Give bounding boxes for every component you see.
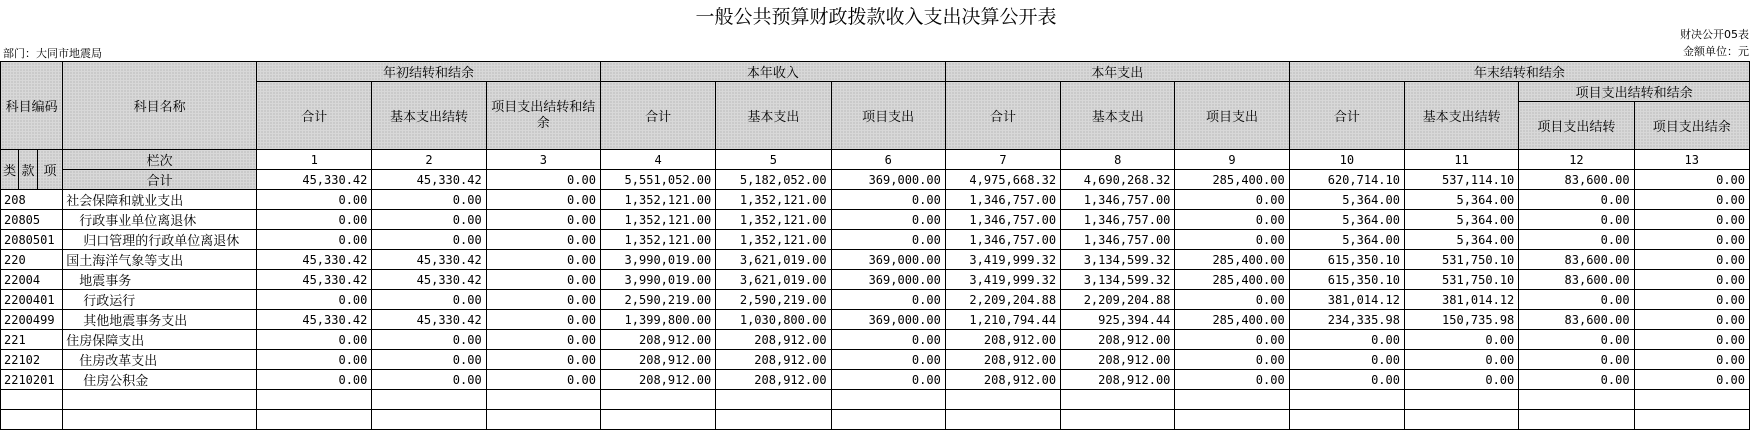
row-value: 1,346,757.00	[1061, 210, 1175, 230]
row-value: 369,000.00	[831, 250, 945, 270]
row-value: 0.00	[1289, 370, 1404, 390]
total-cell: 369,000.00	[831, 170, 945, 190]
total-cell: 45,330.42	[257, 170, 372, 190]
table-row	[1, 270, 1750, 290]
row-value: 1,352,121.00	[716, 190, 831, 210]
row-value: 381,014.12	[1404, 290, 1518, 310]
report-title: 一般公共预算财政拨款收入支出决算公开表	[695, 6, 1057, 28]
blank-cell	[831, 410, 945, 430]
row-value: 0.00	[831, 210, 945, 230]
col-number: 2	[372, 150, 486, 170]
row-value: 0.00	[831, 290, 945, 310]
row-value: 1,346,757.00	[1061, 230, 1175, 250]
total-cell: 285,400.00	[1175, 170, 1289, 190]
row-value: 5,364.00	[1289, 210, 1404, 230]
row-value: 208,912.00	[1061, 350, 1175, 370]
row-name: 住房保障支出	[63, 330, 257, 350]
blank-cell	[372, 410, 486, 430]
table-row	[1, 310, 1750, 330]
header-col-13: 项目支出结余	[1634, 102, 1749, 150]
row-code: 208	[1, 190, 63, 210]
row-value: 208,912.00	[600, 370, 715, 390]
row-value: 0.00	[831, 350, 945, 370]
row-value: 1,346,757.00	[1061, 190, 1175, 210]
row-value: 0.00	[1634, 350, 1749, 370]
header-item: 项	[37, 150, 63, 190]
row-value: 0.00	[1289, 350, 1404, 370]
blank-cell	[1175, 410, 1289, 430]
row-value: 45,330.42	[372, 270, 486, 290]
blank-cell	[600, 410, 715, 430]
row-value: 0.00	[1634, 230, 1749, 250]
row-value: 0.00	[486, 330, 600, 350]
row-value: 0.00	[257, 330, 372, 350]
row-value: 150,735.98	[1404, 310, 1518, 330]
row-value: 2,590,219.00	[600, 290, 715, 310]
row-value: 1,399,800.00	[600, 310, 715, 330]
row-code: 2080501	[1, 230, 63, 250]
row-value: 0.00	[372, 190, 486, 210]
row-value: 208,912.00	[716, 330, 831, 350]
row-value: 0.00	[1175, 350, 1289, 370]
header-col-12: 项目支出结转	[1519, 102, 1634, 150]
row-code: 2200499	[1, 310, 63, 330]
row-value: 0.00	[257, 350, 372, 370]
table-row	[1, 290, 1750, 310]
row-value: 2,209,204.88	[945, 290, 1060, 310]
blank-cell	[257, 390, 372, 410]
row-value: 2,209,204.88	[1061, 290, 1175, 310]
row-value: 1,352,121.00	[600, 230, 715, 250]
blank-cell	[1404, 390, 1518, 410]
col-number: 6	[831, 150, 945, 170]
form-number: 财决公开05表	[1680, 28, 1749, 41]
blank-row	[1, 390, 1750, 410]
row-value: 3,621,019.00	[716, 250, 831, 270]
row-value: 208,912.00	[716, 370, 831, 390]
row-value: 1,346,757.00	[945, 210, 1060, 230]
blank-row	[1, 410, 1750, 430]
blank-cell	[945, 390, 1060, 410]
blank-cell	[372, 390, 486, 410]
row-value: 615,350.10	[1289, 250, 1404, 270]
header-col-5: 基本支出	[716, 82, 831, 150]
row-value: 3,621,019.00	[716, 270, 831, 290]
row-value: 0.00	[1175, 190, 1289, 210]
table-row	[1, 230, 1750, 250]
row-value: 3,419,999.32	[945, 270, 1060, 290]
row-value: 285,400.00	[1175, 310, 1289, 330]
row-name: 住房公积金	[63, 370, 257, 390]
header-name: 科目名称	[63, 62, 257, 150]
row-value: 208,912.00	[1061, 370, 1175, 390]
row-value: 925,394.44	[1061, 310, 1175, 330]
row-value: 1,352,121.00	[716, 210, 831, 230]
department-label: 部门：大同市地震局	[3, 47, 102, 60]
blank-cell	[1289, 410, 1404, 430]
row-value: 615,350.10	[1289, 270, 1404, 290]
table-row	[1, 330, 1750, 350]
row-name: 国土海洋气象等支出	[63, 250, 257, 270]
row-value: 0.00	[486, 250, 600, 270]
total-cell: 620,714.10	[1289, 170, 1404, 190]
row-name: 行政事业单位离退休	[63, 210, 257, 230]
row-value: 0.00	[1404, 330, 1518, 350]
row-value: 5,364.00	[1289, 190, 1404, 210]
row-value: 234,335.98	[1289, 310, 1404, 330]
blank-cell	[831, 390, 945, 410]
row-value: 0.00	[1634, 250, 1749, 270]
row-value: 0.00	[1519, 230, 1634, 250]
row-name: 住房改革支出	[63, 350, 257, 370]
total-cell: 4,690,268.32	[1061, 170, 1175, 190]
row-value: 208,912.00	[945, 330, 1060, 350]
row-value: 0.00	[372, 230, 486, 250]
total-cell: 83,600.00	[1519, 170, 1634, 190]
row-value: 3,990,019.00	[600, 270, 715, 290]
row-value: 3,134,599.32	[1061, 250, 1175, 270]
row-value: 0.00	[1175, 290, 1289, 310]
row-value: 5,364.00	[1404, 230, 1518, 250]
header-section: 款	[19, 150, 37, 190]
header-code: 科目编码	[1, 62, 63, 150]
blank-cell	[1634, 410, 1749, 430]
header-group-closing: 年末结转和结余	[1289, 62, 1749, 82]
col-number: 7	[945, 150, 1060, 170]
row-value: 208,912.00	[945, 370, 1060, 390]
row-value: 531,750.10	[1404, 270, 1518, 290]
blank-cell	[1634, 390, 1749, 410]
row-value: 0.00	[1404, 370, 1518, 390]
row-code: 2210201	[1, 370, 63, 390]
row-value: 369,000.00	[831, 310, 945, 330]
header-col-9: 项目支出	[1175, 82, 1289, 150]
blank-cell	[63, 390, 257, 410]
blank-cell	[486, 410, 600, 430]
blank-cell	[1, 410, 63, 430]
row-value: 2,590,219.00	[716, 290, 831, 310]
budget-table	[0, 61, 1750, 430]
col-number: 1	[257, 150, 372, 170]
header-col-8: 基本支出	[1061, 82, 1175, 150]
row-code: 221	[1, 330, 63, 350]
row-value: 208,912.00	[600, 330, 715, 350]
row-value: 45,330.42	[257, 250, 372, 270]
row-value: 0.00	[1634, 210, 1749, 230]
row-value: 381,014.12	[1289, 290, 1404, 310]
row-value: 0.00	[486, 370, 600, 390]
row-value: 0.00	[372, 370, 486, 390]
row-value: 208,912.00	[1061, 330, 1175, 350]
row-value: 0.00	[831, 230, 945, 250]
row-code: 220	[1, 250, 63, 270]
row-code: 22102	[1, 350, 63, 370]
total-cell: 0.00	[1634, 170, 1749, 190]
row-value: 0.00	[1634, 370, 1749, 390]
blank-cell	[486, 390, 600, 410]
row-value: 0.00	[486, 210, 600, 230]
blank-cell	[716, 410, 831, 430]
row-value: 83,600.00	[1519, 270, 1634, 290]
col-number: 12	[1519, 150, 1634, 170]
row-value: 0.00	[372, 210, 486, 230]
total-cell: 5,182,052.00	[716, 170, 831, 190]
row-name: 其他地震事务支出	[63, 310, 257, 330]
row-value: 0.00	[1634, 290, 1749, 310]
row-value: 45,330.42	[257, 270, 372, 290]
col-number: 11	[1404, 150, 1518, 170]
row-value: 285,400.00	[1175, 250, 1289, 270]
row-value: 208,912.00	[945, 350, 1060, 370]
row-value: 0.00	[1519, 210, 1634, 230]
row-value: 0.00	[1634, 270, 1749, 290]
header-col-7: 合计	[945, 82, 1060, 150]
row-value: 0.00	[257, 190, 372, 210]
row-value: 1,352,121.00	[600, 190, 715, 210]
col-number: 8	[1061, 150, 1175, 170]
row-value: 1,352,121.00	[600, 210, 715, 230]
header-col-2: 基本支出结转	[372, 82, 486, 150]
header-col-11: 基本支出结转	[1404, 82, 1518, 150]
row-value: 208,912.00	[716, 350, 831, 370]
row-value: 0.00	[1404, 350, 1518, 370]
row-code: 20805	[1, 210, 63, 230]
col-number: 13	[1634, 150, 1749, 170]
total-cell: 537,114.10	[1404, 170, 1518, 190]
col-number: 3	[486, 150, 600, 170]
row-name: 行政运行	[63, 290, 257, 310]
row-value: 3,134,599.32	[1061, 270, 1175, 290]
header-group-opening: 年初结转和结余	[257, 62, 601, 82]
row-value: 3,419,999.32	[945, 250, 1060, 270]
total-cell: 0.00	[486, 170, 600, 190]
blank-cell	[1061, 410, 1175, 430]
row-value: 0.00	[1634, 310, 1749, 330]
row-value: 5,364.00	[1404, 190, 1518, 210]
row-code: 2200401	[1, 290, 63, 310]
blank-cell	[716, 390, 831, 410]
header-col-4: 合计	[600, 82, 715, 150]
blank-cell	[1519, 390, 1634, 410]
row-name: 社会保障和就业支出	[63, 190, 257, 210]
table-row	[1, 250, 1750, 270]
row-value: 0.00	[372, 290, 486, 310]
row-value: 0.00	[1175, 210, 1289, 230]
row-value: 531,750.10	[1404, 250, 1518, 270]
header-col-6: 项目支出	[831, 82, 945, 150]
col-number: 5	[716, 150, 831, 170]
table-row	[1, 370, 1750, 390]
row-value: 369,000.00	[831, 270, 945, 290]
row-name: 归口管理的行政单位离退休	[63, 230, 257, 250]
row-code: 22004	[1, 270, 63, 290]
row-value: 0.00	[486, 350, 600, 370]
row-value: 0.00	[486, 290, 600, 310]
row-value: 0.00	[831, 330, 945, 350]
row-value: 0.00	[257, 230, 372, 250]
total-cell: 45,330.42	[372, 170, 486, 190]
total-cell: 4,975,668.32	[945, 170, 1060, 190]
blank-cell	[1289, 390, 1404, 410]
row-value: 0.00	[257, 290, 372, 310]
row-value: 45,330.42	[372, 310, 486, 330]
row-value: 0.00	[1519, 330, 1634, 350]
row-value: 45,330.42	[372, 250, 486, 270]
header-col-3: 项目支出结转和结余	[486, 82, 600, 150]
header-col-10: 合计	[1289, 82, 1404, 150]
header-group-income: 本年收入	[600, 62, 945, 82]
col-number: 4	[600, 150, 715, 170]
row-value: 1,346,757.00	[945, 230, 1060, 250]
row-value: 0.00	[1634, 330, 1749, 350]
col-number: 9	[1175, 150, 1289, 170]
row-value: 0.00	[1519, 350, 1634, 370]
row-value: 285,400.00	[1175, 270, 1289, 290]
total-cell: 5,551,052.00	[600, 170, 715, 190]
header-sub-group: 项目支出结转和结余	[1519, 82, 1750, 102]
row-value: 0.00	[1519, 370, 1634, 390]
blank-cell	[63, 410, 257, 430]
row-value: 1,352,121.00	[716, 230, 831, 250]
row-name: 地震事务	[63, 270, 257, 290]
row-value: 0.00	[486, 190, 600, 210]
row-value: 0.00	[372, 330, 486, 350]
row-value: 0.00	[831, 370, 945, 390]
row-value: 208,912.00	[600, 350, 715, 370]
row-value: 0.00	[1519, 190, 1634, 210]
row-value: 5,364.00	[1404, 210, 1518, 230]
row-value: 0.00	[1175, 230, 1289, 250]
blank-cell	[1, 390, 63, 410]
header-lanci: 栏次	[63, 150, 257, 170]
row-value: 83,600.00	[1519, 310, 1634, 330]
row-value: 0.00	[486, 230, 600, 250]
row-value: 5,364.00	[1289, 230, 1404, 250]
total-row-label: 合计	[63, 170, 257, 190]
row-value: 0.00	[1175, 370, 1289, 390]
col-number: 10	[1289, 150, 1404, 170]
row-value: 0.00	[486, 310, 600, 330]
row-value: 1,346,757.00	[945, 190, 1060, 210]
table-row	[1, 350, 1750, 370]
row-value: 0.00	[257, 210, 372, 230]
row-value: 3,990,019.00	[600, 250, 715, 270]
row-value: 0.00	[486, 270, 600, 290]
blank-cell	[1404, 410, 1518, 430]
header-group-expense: 本年支出	[945, 62, 1289, 82]
blank-cell	[1061, 390, 1175, 410]
blank-cell	[945, 410, 1060, 430]
blank-cell	[600, 390, 715, 410]
unit-label: 金额单位：元	[1683, 45, 1749, 58]
row-value: 0.00	[831, 190, 945, 210]
blank-cell	[1519, 410, 1634, 430]
row-value: 0.00	[1519, 290, 1634, 310]
row-value: 1,030,800.00	[716, 310, 831, 330]
blank-cell	[1175, 390, 1289, 410]
row-value: 1,210,794.44	[945, 310, 1060, 330]
table-row	[1, 190, 1750, 210]
row-value: 45,330.42	[257, 310, 372, 330]
header-col-1: 合计	[257, 82, 372, 150]
row-value: 0.00	[372, 350, 486, 370]
row-value: 83,600.00	[1519, 250, 1634, 270]
row-value: 0.00	[1289, 330, 1404, 350]
table-row	[1, 210, 1750, 230]
row-value: 0.00	[1634, 190, 1749, 210]
blank-cell	[257, 410, 372, 430]
row-value: 0.00	[1175, 330, 1289, 350]
row-value: 0.00	[257, 370, 372, 390]
header-class: 类	[1, 150, 19, 190]
